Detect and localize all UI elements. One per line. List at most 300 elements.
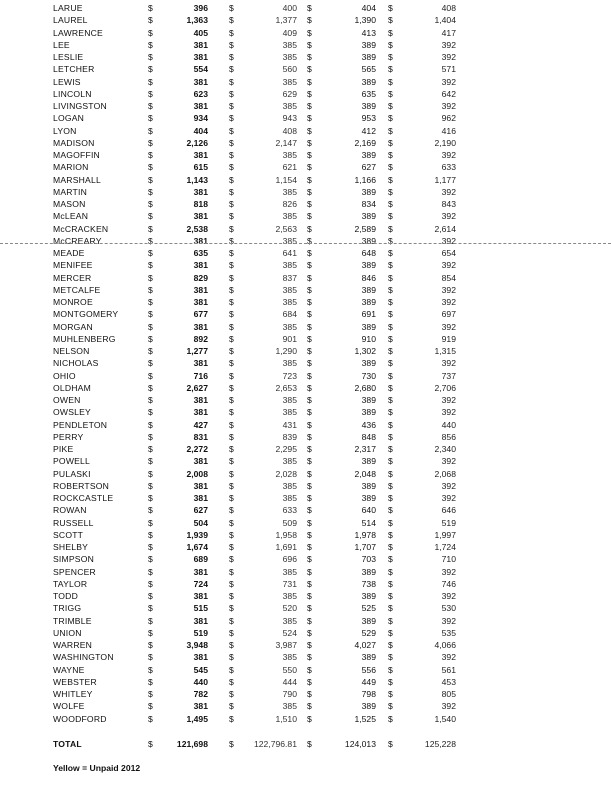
value-col-3: 389 — [361, 493, 376, 503]
table-row — [0, 382, 611, 394]
value-col-4: 392 — [441, 652, 456, 663]
county-name: LESLIE — [53, 52, 84, 62]
value-col-3: 798 — [361, 689, 376, 699]
currency-sign: $ — [307, 346, 312, 356]
currency-sign: $ — [229, 676, 234, 687]
value-col-4: 392 — [441, 186, 456, 197]
currency-sign: $ — [307, 603, 312, 614]
currency-sign: $ — [229, 272, 234, 283]
value-col-1: 381 — [193, 395, 208, 405]
currency-sign: $ — [307, 444, 312, 454]
table-row — [0, 76, 611, 88]
value-col-3: 389 — [361, 615, 376, 626]
table-row — [0, 51, 611, 63]
value-col-4: 2,614 — [434, 223, 456, 234]
value-col-3: 2,048 — [354, 468, 376, 479]
value-col-4: 4,066 — [434, 640, 456, 650]
value-col-4: 854 — [441, 272, 456, 283]
currency-sign: $ — [388, 431, 393, 442]
value-col-1: 635 — [193, 248, 208, 258]
county-name: McCREARY — [53, 235, 102, 246]
currency-sign: $ — [388, 309, 393, 320]
currency-sign: $ — [388, 174, 393, 185]
currency-sign: $ — [307, 88, 312, 99]
value-col-2: 524 — [282, 627, 297, 638]
currency-sign: $ — [307, 52, 312, 62]
table-row — [0, 125, 611, 137]
currency-sign: $ — [229, 566, 234, 577]
value-col-1: 627 — [193, 505, 208, 516]
currency-sign: $ — [307, 615, 312, 626]
value-col-2: 1,958 — [275, 529, 297, 540]
county-name: LYON — [53, 125, 77, 136]
value-col-1: 381 — [193, 150, 208, 160]
table-row — [0, 161, 611, 173]
value-col-3: 4,027 — [354, 640, 376, 650]
value-col-4: 710 — [441, 554, 456, 565]
currency-sign: $ — [229, 431, 234, 442]
table-row — [0, 639, 611, 651]
value-col-2: 385 — [282, 358, 297, 369]
value-col-1: 515 — [193, 603, 208, 614]
value-col-2: 385 — [282, 52, 297, 62]
value-col-3: 565 — [361, 64, 376, 75]
currency-sign: $ — [388, 444, 393, 454]
value-col-4: 1,997 — [434, 529, 456, 540]
value-col-4: 416 — [441, 125, 456, 136]
currency-sign: $ — [388, 395, 393, 405]
table-row — [0, 333, 611, 345]
value-col-4: 805 — [441, 689, 456, 699]
value-col-2: 731 — [282, 578, 297, 589]
currency-sign: $ — [148, 640, 153, 650]
value-col-4: 453 — [441, 676, 456, 687]
currency-sign: $ — [229, 358, 234, 369]
currency-sign: $ — [307, 554, 312, 565]
currency-sign: $ — [307, 235, 312, 246]
currency-sign: $ — [388, 689, 393, 699]
table-row — [0, 174, 611, 186]
currency-sign: $ — [148, 150, 153, 160]
value-col-3: 389 — [361, 297, 376, 307]
value-col-3: 648 — [361, 248, 376, 258]
value-col-3: 389 — [361, 101, 376, 111]
currency-sign: $ — [229, 480, 234, 491]
value-col-4: 392 — [441, 615, 456, 626]
table-row — [0, 27, 611, 39]
value-col-3: 910 — [361, 333, 376, 344]
currency-sign: $ — [307, 297, 312, 307]
county-name: MONTGOMERY — [53, 309, 119, 320]
value-col-2: 790 — [282, 689, 297, 699]
currency-sign: $ — [229, 162, 234, 173]
currency-sign: $ — [388, 248, 393, 258]
currency-sign: $ — [229, 382, 234, 393]
table-row — [0, 713, 611, 725]
value-col-4: 392 — [441, 395, 456, 405]
value-col-4: 519 — [441, 517, 456, 528]
value-col-2: 385 — [282, 101, 297, 111]
currency-sign: $ — [148, 284, 153, 295]
table-row — [0, 14, 611, 26]
value-col-3: 389 — [361, 591, 376, 601]
value-col-1: 381 — [193, 52, 208, 62]
currency-sign: $ — [388, 88, 393, 99]
currency-sign: $ — [307, 39, 312, 50]
value-col-2: 629 — [282, 88, 297, 99]
value-col-3: 2,589 — [354, 223, 376, 234]
value-col-3: 1,525 — [354, 713, 376, 724]
county-name: SIMPSON — [53, 554, 95, 565]
county-name: SCOTT — [53, 529, 84, 540]
currency-sign: $ — [148, 701, 153, 712]
county-name: WOODFORD — [53, 713, 107, 724]
currency-sign: $ — [148, 15, 153, 26]
value-col-3: 529 — [361, 627, 376, 638]
currency-sign: $ — [307, 101, 312, 111]
value-col-1: 829 — [193, 272, 208, 283]
table-row — [0, 431, 611, 443]
county-name: WOLFE — [53, 701, 85, 712]
value-col-3: 834 — [361, 199, 376, 209]
currency-sign: $ — [388, 419, 393, 430]
currency-sign: $ — [148, 382, 153, 393]
currency-sign: $ — [388, 627, 393, 638]
value-col-3: 389 — [361, 407, 376, 418]
currency-sign: $ — [229, 627, 234, 638]
table-row — [0, 394, 611, 406]
table-row — [0, 357, 611, 369]
value-col-2: 621 — [282, 162, 297, 173]
currency-sign: $ — [229, 664, 234, 675]
table-row — [0, 492, 611, 504]
currency-sign: $ — [307, 223, 312, 234]
currency-sign: $ — [229, 260, 234, 271]
currency-sign: $ — [307, 468, 312, 479]
value-col-2: 826 — [282, 199, 297, 209]
value-col-1: 519 — [193, 627, 208, 638]
currency-sign: $ — [388, 186, 393, 197]
currency-sign: $ — [148, 174, 153, 185]
county-name: LETCHER — [53, 64, 95, 75]
currency-sign: $ — [229, 444, 234, 454]
value-col-2: 385 — [282, 284, 297, 295]
county-name: PENDLETON — [53, 419, 108, 430]
value-col-2: 385 — [282, 591, 297, 601]
table-row — [0, 529, 611, 541]
table-row — [0, 615, 611, 627]
currency-sign: $ — [148, 407, 153, 418]
county-name: LINCOLN — [53, 88, 92, 99]
county-name: OWEN — [53, 395, 81, 405]
value-col-1: 2,538 — [186, 223, 208, 234]
value-col-2: 560 — [282, 64, 297, 75]
value-col-4: 392 — [441, 39, 456, 50]
value-col-1: 381 — [193, 358, 208, 369]
currency-sign: $ — [229, 419, 234, 430]
currency-sign: $ — [388, 137, 393, 148]
value-col-2: 385 — [282, 701, 297, 712]
currency-sign: $ — [229, 505, 234, 516]
table-row — [0, 541, 611, 553]
currency-sign: $ — [148, 223, 153, 234]
currency-sign: $ — [307, 150, 312, 160]
value-col-1: 677 — [193, 309, 208, 320]
currency-sign: $ — [148, 113, 153, 124]
value-col-2: 2,295 — [275, 444, 297, 454]
value-col-2: 385 — [282, 407, 297, 418]
county-name: McCRACKEN — [53, 223, 109, 234]
value-col-2: 3,987 — [275, 640, 297, 650]
table-row — [0, 480, 611, 492]
currency-sign: $ — [388, 529, 393, 540]
table-row — [0, 345, 611, 357]
value-col-1: 381 — [193, 615, 208, 626]
value-col-2: 509 — [282, 517, 297, 528]
value-col-3: 389 — [361, 652, 376, 663]
currency-sign: $ — [148, 468, 153, 479]
currency-sign: $ — [148, 39, 153, 50]
value-col-2: 1,154 — [275, 174, 297, 185]
value-col-2: 444 — [282, 676, 297, 687]
value-col-3: 635 — [361, 88, 376, 99]
value-col-1: 381 — [193, 211, 208, 222]
currency-sign: $ — [307, 664, 312, 675]
currency-sign: $ — [148, 235, 153, 246]
currency-sign: $ — [148, 346, 153, 356]
value-col-4: 392 — [441, 493, 456, 503]
value-col-1: 1,363 — [186, 15, 208, 26]
currency-sign: $ — [307, 456, 312, 467]
currency-sign: $ — [148, 603, 153, 614]
currency-sign: $ — [307, 578, 312, 589]
table-row — [0, 100, 611, 112]
value-col-3: 389 — [361, 480, 376, 491]
table-row — [0, 223, 611, 235]
currency-sign: $ — [307, 407, 312, 418]
currency-sign: $ — [148, 431, 153, 442]
currency-sign: $ — [229, 615, 234, 626]
value-col-2: 2,563 — [275, 223, 297, 234]
county-name: WEBSTER — [53, 676, 97, 687]
value-col-3: 2,169 — [354, 137, 376, 148]
currency-sign: $ — [229, 542, 234, 552]
currency-sign: $ — [229, 186, 234, 197]
value-col-1: 381 — [193, 260, 208, 271]
currency-sign: $ — [307, 260, 312, 271]
currency-sign: $ — [148, 395, 153, 405]
currency-sign: $ — [148, 739, 153, 749]
currency-sign: $ — [148, 101, 153, 111]
currency-sign: $ — [148, 27, 153, 38]
currency-sign: $ — [307, 542, 312, 552]
value-col-1: 381 — [193, 186, 208, 197]
currency-sign: $ — [388, 382, 393, 393]
currency-sign: $ — [229, 468, 234, 479]
currency-sign: $ — [388, 566, 393, 577]
county-name: NICHOLAS — [53, 358, 99, 369]
currency-sign: $ — [388, 517, 393, 528]
table-row — [0, 284, 611, 296]
currency-sign: $ — [388, 739, 393, 749]
table-row — [0, 88, 611, 100]
currency-sign: $ — [229, 395, 234, 405]
value-col-3: 730 — [361, 370, 376, 381]
currency-sign: $ — [388, 27, 393, 38]
currency-sign: $ — [229, 137, 234, 148]
value-col-1: 427 — [193, 419, 208, 430]
value-col-3: 846 — [361, 272, 376, 283]
value-col-1: 381 — [193, 284, 208, 295]
value-col-4: 392 — [441, 211, 456, 222]
county-name: ROWAN — [53, 505, 87, 516]
value-col-4: 392 — [441, 480, 456, 491]
table-row — [0, 700, 611, 712]
value-col-2: 385 — [282, 39, 297, 50]
value-col-2: 385 — [282, 76, 297, 87]
county-name: NELSON — [53, 346, 90, 356]
value-col-2: 385 — [282, 395, 297, 405]
county-name: METCALFE — [53, 284, 101, 295]
county-name: RUSSELL — [53, 517, 94, 528]
currency-sign: $ — [307, 333, 312, 344]
currency-sign: $ — [388, 676, 393, 687]
currency-sign: $ — [307, 370, 312, 381]
currency-sign: $ — [229, 554, 234, 565]
currency-sign: $ — [307, 529, 312, 540]
value-col-2: 837 — [282, 272, 297, 283]
value-col-2: 385 — [282, 480, 297, 491]
currency-sign: $ — [307, 382, 312, 393]
currency-sign: $ — [388, 150, 393, 160]
currency-sign: $ — [388, 15, 393, 26]
value-col-2: 520 — [282, 603, 297, 614]
currency-sign: $ — [148, 211, 153, 222]
currency-sign: $ — [388, 713, 393, 724]
value-col-4: 654 — [441, 248, 456, 258]
county-name: OHIO — [53, 370, 76, 381]
total-value-2: 122,796.81 — [253, 739, 297, 749]
currency-sign: $ — [229, 640, 234, 650]
currency-sign: $ — [388, 260, 393, 271]
currency-sign: $ — [229, 235, 234, 246]
value-col-1: 2,008 — [186, 468, 208, 479]
value-col-1: 381 — [193, 101, 208, 111]
value-col-3: 404 — [361, 3, 376, 13]
currency-sign: $ — [229, 713, 234, 724]
value-col-4: 571 — [441, 64, 456, 75]
currency-sign: $ — [307, 27, 312, 38]
county-name: MADISON — [53, 137, 95, 148]
county-name: LEE — [53, 39, 70, 50]
county-name: UNION — [53, 627, 82, 638]
value-col-2: 550 — [282, 664, 297, 675]
currency-sign: $ — [229, 39, 234, 50]
currency-sign: $ — [148, 272, 153, 283]
value-col-1: 782 — [193, 689, 208, 699]
currency-sign: $ — [388, 333, 393, 344]
value-col-4: 392 — [441, 52, 456, 62]
value-col-1: 504 — [193, 517, 208, 528]
value-col-1: 404 — [193, 125, 208, 136]
value-col-2: 408 — [282, 125, 297, 136]
table-row — [0, 676, 611, 688]
table-row — [0, 198, 611, 210]
currency-sign: $ — [229, 211, 234, 222]
value-col-1: 934 — [193, 113, 208, 124]
value-col-1: 381 — [193, 566, 208, 577]
value-col-2: 409 — [282, 27, 297, 38]
currency-sign: $ — [229, 370, 234, 381]
table-row — [0, 39, 611, 51]
currency-sign: $ — [307, 431, 312, 442]
currency-sign: $ — [148, 186, 153, 197]
currency-sign: $ — [388, 505, 393, 516]
value-col-3: 389 — [361, 284, 376, 295]
table-row — [0, 370, 611, 382]
currency-sign: $ — [148, 309, 153, 320]
value-col-3: 514 — [361, 517, 376, 528]
currency-sign: $ — [307, 199, 312, 209]
currency-sign: $ — [229, 3, 234, 13]
value-col-2: 385 — [282, 456, 297, 467]
value-col-3: 389 — [361, 321, 376, 332]
value-col-2: 385 — [282, 260, 297, 271]
currency-sign: $ — [388, 125, 393, 136]
table-row — [0, 137, 611, 149]
currency-sign: $ — [148, 480, 153, 491]
value-col-2: 385 — [282, 297, 297, 307]
value-col-3: 2,317 — [354, 444, 376, 454]
currency-sign: $ — [388, 211, 393, 222]
currency-sign: $ — [307, 113, 312, 124]
table-row — [0, 517, 611, 529]
currency-sign: $ — [229, 15, 234, 26]
currency-sign: $ — [307, 125, 312, 136]
value-col-1: 396 — [193, 3, 208, 13]
county-name: WHITLEY — [53, 689, 93, 699]
value-col-4: 697 — [441, 309, 456, 320]
table-row — [0, 602, 611, 614]
currency-sign: $ — [307, 395, 312, 405]
county-name: MUHLENBERG — [53, 333, 116, 344]
currency-sign: $ — [307, 739, 312, 749]
value-col-3: 2,680 — [354, 382, 376, 393]
currency-sign: $ — [148, 125, 153, 136]
currency-sign: $ — [307, 15, 312, 26]
value-col-1: 689 — [193, 554, 208, 565]
currency-sign: $ — [307, 64, 312, 75]
currency-sign: $ — [307, 701, 312, 712]
value-col-1: 381 — [193, 297, 208, 307]
total-label: TOTAL — [53, 739, 82, 749]
value-col-2: 385 — [282, 652, 297, 663]
currency-sign: $ — [388, 578, 393, 589]
county-name: LARUE — [53, 3, 83, 13]
county-name: MASON — [53, 199, 86, 209]
county-name: McLEAN — [53, 211, 89, 222]
value-col-4: 392 — [441, 260, 456, 271]
table-row — [0, 149, 611, 161]
currency-sign: $ — [388, 199, 393, 209]
value-col-1: 831 — [193, 431, 208, 442]
currency-sign: $ — [148, 297, 153, 307]
table-row — [0, 308, 611, 320]
value-col-3: 691 — [361, 309, 376, 320]
value-col-2: 684 — [282, 309, 297, 320]
currency-sign: $ — [388, 480, 393, 491]
value-col-4: 392 — [441, 101, 456, 111]
